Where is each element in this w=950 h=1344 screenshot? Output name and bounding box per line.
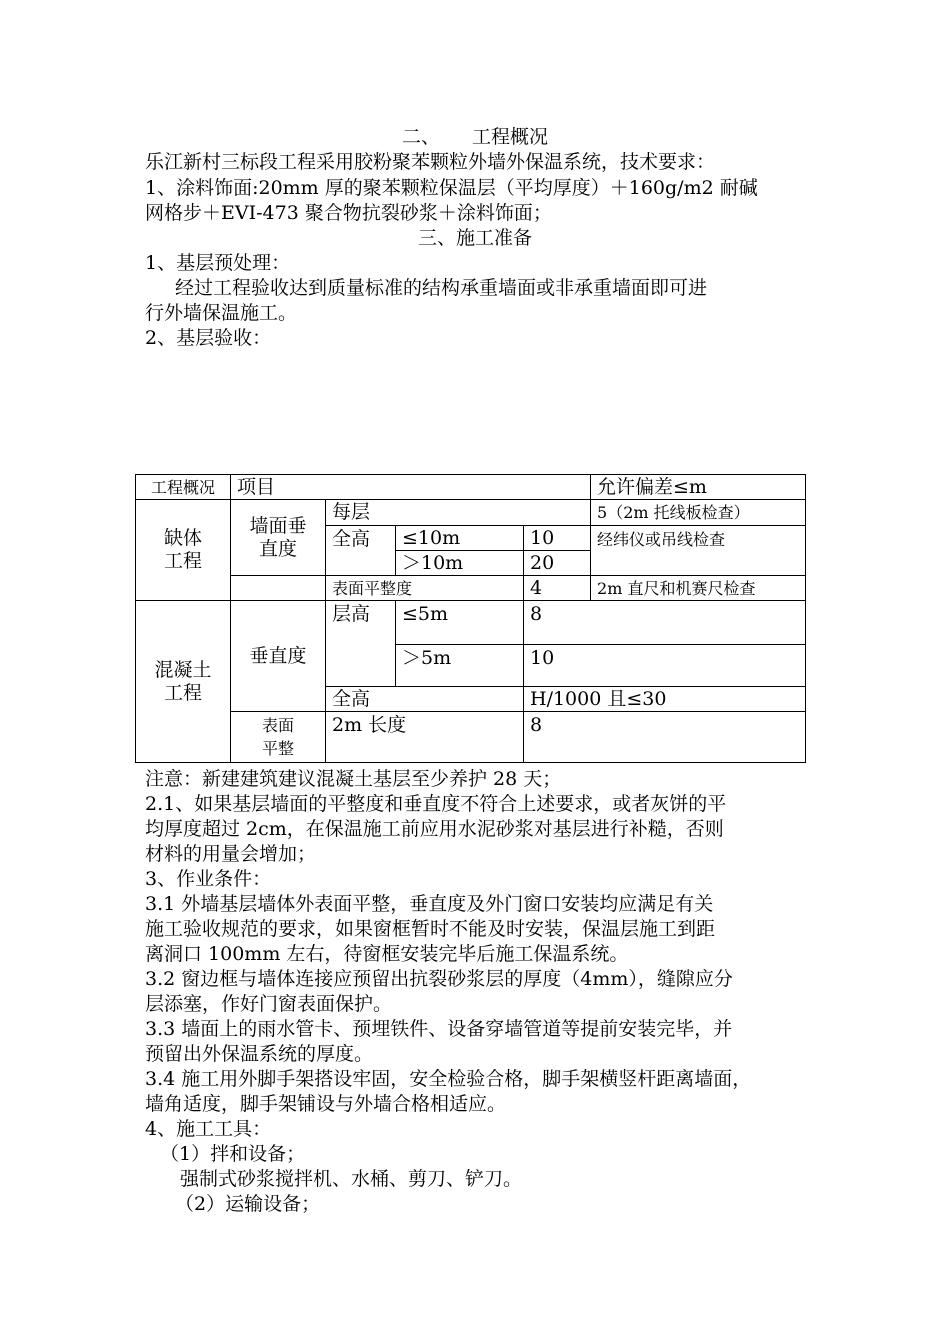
concrete-category bbox=[136, 601, 231, 763]
gt10m-value: 20 bbox=[524, 551, 591, 576]
wall-verticality bbox=[231, 500, 326, 576]
le10m-label: ≤10m bbox=[396, 526, 524, 551]
note-line: 注意：新建建筑建议混凝土基层至少养护 28 天； bbox=[145, 768, 562, 790]
table-row bbox=[136, 475, 806, 500]
p31-line2: 施工验收规范的要求，如果窗框暂时不能及时安装，保温层施工到距 bbox=[145, 918, 716, 940]
tolerance-table bbox=[135, 474, 806, 763]
item2-title: 2、基层验收： bbox=[145, 327, 272, 349]
concrete-category-line1: 混凝土 bbox=[154, 658, 212, 681]
item3-title: 3、作业条件： bbox=[145, 868, 272, 890]
masonry-category-line1: 缺体 bbox=[163, 527, 202, 549]
p31-line1: 3.1 外墙基层墙体外表面平整，垂直度及外门窗口安装均应满足有关 bbox=[145, 893, 714, 915]
surface-flat-category bbox=[231, 712, 326, 763]
table-empty-cell bbox=[231, 576, 326, 601]
length-2m-value: 8 bbox=[524, 712, 806, 763]
table-row bbox=[136, 500, 806, 526]
floor-height-label: 层高 bbox=[326, 601, 396, 687]
gt5m-value: 10 bbox=[524, 645, 806, 687]
masonry-category-line2: 工程 bbox=[163, 550, 202, 572]
item1-body-line2: 行外墙保温施工。 bbox=[145, 302, 298, 324]
header-overview: 工程概况 bbox=[136, 475, 231, 500]
gt5m-label: ＞5m bbox=[396, 645, 524, 687]
item1-body-line1: 经过工程验收达到质量标准的结构承重墙面或非承重墙面即可进 bbox=[175, 277, 708, 299]
length-2m-label: 2m 长度 bbox=[326, 712, 524, 763]
item4-title: 4、施工工具： bbox=[145, 1118, 272, 1140]
per-floor-label: 每层 bbox=[326, 500, 591, 526]
le5m-label: ≤5m bbox=[396, 601, 524, 645]
surface-flatness-value: 4 bbox=[524, 576, 591, 601]
concrete-verticality: 垂直度 bbox=[231, 601, 326, 712]
ruler-method: 2m 直尺和机赛尺检查 bbox=[591, 576, 806, 601]
p34-line2: 墙角适度，脚手架铺设与外墙合格相适应。 bbox=[145, 1093, 507, 1115]
section2-line2: 1、涂料饰面:20mm 厚的聚苯颗粒保温层（平均厚度）＋160g/m2 耐碱 bbox=[145, 177, 758, 199]
p33-line2: 预留出外保温系统的厚度。 bbox=[145, 1043, 374, 1065]
section3-heading: 三、施工准备 bbox=[417, 227, 532, 249]
section2-line1: 乐江新村三标段工程采用胶粉聚苯颗粒外墙外保温系统，技术要求： bbox=[145, 151, 716, 173]
le5m-value: 8 bbox=[524, 601, 806, 645]
concrete-category-line2: 工程 bbox=[163, 681, 202, 704]
header-item: 项目 bbox=[231, 475, 591, 500]
item1-title: 1、基层预处理： bbox=[145, 252, 291, 274]
per-floor-value: 5（2m 托线板检查） bbox=[591, 500, 806, 526]
section2-heading-text: 工程概况 bbox=[472, 126, 549, 148]
full-height2-value: H/1000 且≤30 bbox=[524, 687, 806, 712]
tool2-title: （2）运输设备； bbox=[175, 1193, 321, 1215]
masonry-category bbox=[136, 500, 231, 601]
p33-line1: 3.3 墙面上的雨水管卡、预埋铁件、设备穿墙管道等提前安装完毕，并 bbox=[145, 1018, 733, 1040]
p21-line3: 材料的用量会增加； bbox=[145, 843, 317, 865]
full-height-label: 全高 bbox=[326, 526, 396, 576]
section2-heading bbox=[0, 125, 950, 149]
wall-verticality-line2: 直度 bbox=[258, 537, 297, 560]
surface-flat-category-line1: 表面 bbox=[261, 716, 294, 735]
tool1-body: 强制式砂浆搅拌机、水桶、剪刀、铲刀。 bbox=[180, 1168, 523, 1190]
p21-line2: 均厚度超过 2cm，在保温施工前应用水泥砂浆对基层进行补糙，否则 bbox=[145, 818, 724, 840]
section2-line3: 网格步＋EVI-473 聚合物抗裂砂浆＋涂料饰面； bbox=[145, 202, 552, 224]
section2-heading-number: 二、 bbox=[401, 126, 440, 148]
p32-line1: 3.2 窗边框与墙体连接应预留出抗裂砂浆层的厚度（4mm），缝隙应分 bbox=[145, 968, 733, 990]
theodolite-method: 经纬仪或吊线检查 bbox=[591, 526, 806, 576]
p34-line1: 3.4 施工用外脚手架搭设牢固，安全检验合格，脚手架横竖杆距离墙面， bbox=[145, 1068, 752, 1090]
wall-verticality-line1: 墙面垂 bbox=[249, 514, 307, 537]
surface-flat-category-line2: 平整 bbox=[261, 739, 294, 758]
tool1-title: （1）拌和设备； bbox=[160, 1143, 306, 1165]
header-tolerance: 允许偏差≤m bbox=[591, 475, 806, 500]
p32-line2: 层添塞，作好门窗表面保护。 bbox=[145, 993, 393, 1015]
table-row bbox=[136, 576, 806, 601]
table-row bbox=[136, 712, 806, 763]
p21-line1: 2.1、如果基层墙面的平整度和垂直度不符合上述要求，或者灰饼的平 bbox=[145, 793, 727, 815]
gt10m-label: ＞10m bbox=[396, 551, 524, 576]
full-height2-label: 全高 bbox=[326, 687, 524, 712]
surface-flatness-label: 表面平整度 bbox=[326, 576, 524, 601]
p31-line3: 离洞口 100mm 左右，待窗框安装完毕后施工保温系统。 bbox=[145, 943, 629, 965]
table-row bbox=[136, 601, 806, 645]
le10m-value: 10 bbox=[524, 526, 591, 551]
